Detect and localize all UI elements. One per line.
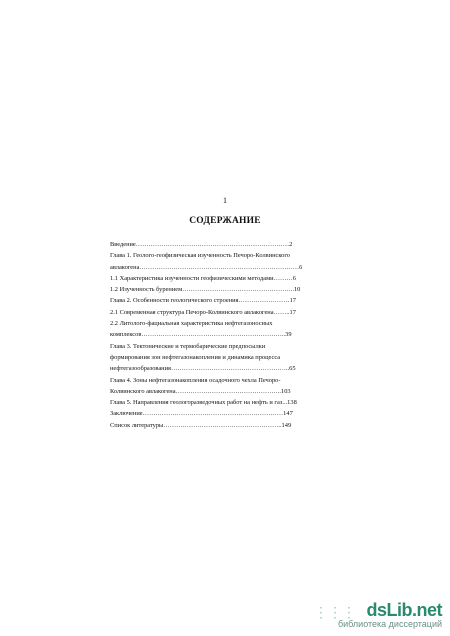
toc-entry: нефтегазообразования………………………………………………..65: [110, 365, 296, 373]
watermark-logo: dsLib.net: [366, 600, 442, 620]
watermark: [314, 600, 442, 630]
toc-entry: Введение………………………………………………………………2: [110, 241, 293, 248]
toc-entry: комплексов…………………………………………………………..39: [110, 331, 292, 339]
watermark-dots-icon: ⋮⋮⋮: [314, 604, 356, 620]
page-title: СОДЕРЖАНИЕ: [189, 216, 261, 226]
toc-entry: 1.1 Характеристика изученности геофизическими методами………6: [110, 274, 296, 282]
page-number: 1: [223, 196, 227, 205]
toc-entry: 2.1 Современная структура Печоро-Колвинского авлакогена……..17: [110, 308, 296, 316]
toc-entry: Глава 5. Направления геологоразведочных работ на нефть и газ...138: [110, 399, 297, 407]
toc-entry: Колвинского авлакогена…………………………………………..103: [110, 387, 291, 395]
toc-entry: Глава 3. Тектонические и термобарические предпосылки: [110, 342, 266, 350]
toc-entry: Заключение…………………………………………………………147: [110, 410, 293, 418]
toc-entry: 1.2 Изученность бурением……………………………………………..10: [110, 286, 301, 294]
toc-entry: Глава 1. Геолого-геофизическая изученность Печоро-Колвинского: [110, 252, 291, 260]
table-of-contents: [110, 239, 345, 431]
toc-entry: Глава 4. Зоны нефтегазонакопления осадочного чехла Печоро-: [110, 376, 281, 384]
toc-entry: Глава 2. Особенности геологического строения……………………17: [110, 297, 296, 305]
watermark-subtitle: библиотека диссертаций: [337, 619, 442, 629]
toc-entry: формирования зон нефтегазонакопления и динамика процесса: [110, 353, 281, 361]
toc-entry: Список литературы………………………………………………..149: [110, 421, 292, 429]
toc-entry: 2.2 Литолого-фациальная характеристика нефтегазоносных: [110, 320, 273, 328]
toc-entry: авлакогена…………………………………………………………………6: [110, 263, 303, 271]
